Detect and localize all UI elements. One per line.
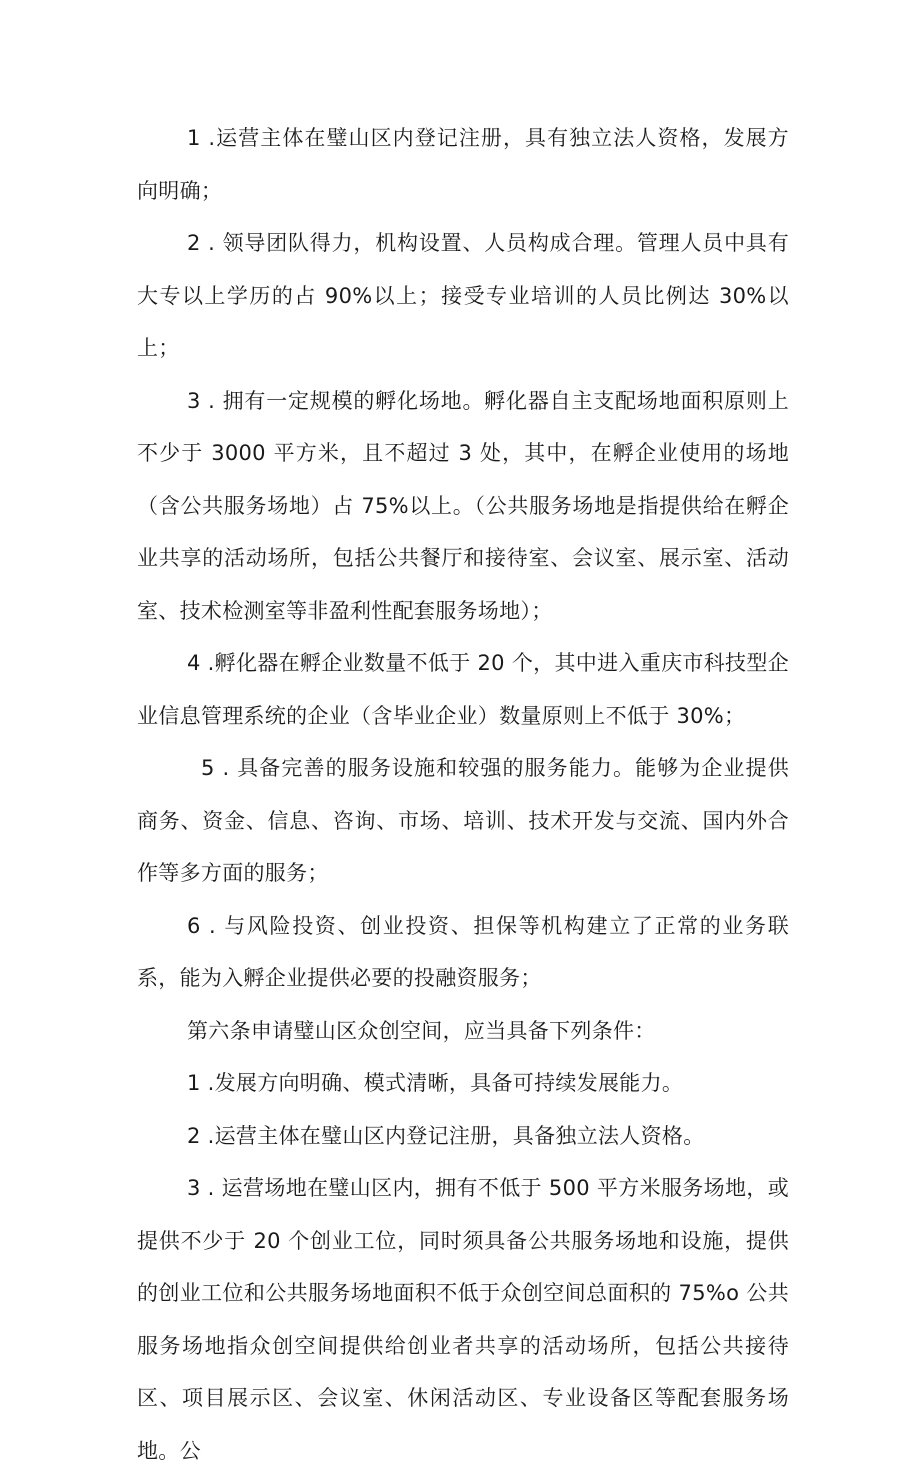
paragraph-4: 4 .孵化器在孵企业数量不低于 20 个，其中进入重庆市科技型企业信息管理系统的企业（含毕业企业）数量原则上不低于 30%； bbox=[137, 651, 789, 728]
paragraph-9: 3 . 运营场地在璧山区内，拥有不低于 500 平方米服务场地，或提供不少于 20 个创业工位，同时须具备公共服务场地和设施，提供的创业工位和公共服务场地面积不低于众创空间总面积的 75%o 公共服务场地指众创空间提供给创业者共享的活动场所，包括公共接待区、项目展示区、会议室、休闲活动区、专业设备区等配套服务场地。公 bbox=[137, 1176, 789, 1463]
paragraph-5: 5 . 具备完善的服务设施和较强的服务能力。能够为企业提供商务、资金、信息、咨询、市场、培训、技术开发与交流、国内外合作等多方面的服务； bbox=[137, 756, 789, 885]
paragraph-3: 3 . 拥有一定规模的孵化场地。孵化器自主支配场地面积原则上不少于 3000 平方米，且不超过 3 处，其中，在孵企业使用的场地（含公共服务场地）占 75%以上。（公共服务场地是指提供给在孵企业共享的活动场所，包括公共餐厅和接待室、会议室、展示室、活动室、技术检测室等非盈利性配套服务场地）； bbox=[137, 388, 789, 623]
paragraph-1: 1 .运营主体在璧山区内登记注册，具有独立法人资格，发展方向明确； bbox=[137, 126, 789, 203]
paragraph-7: 1 .发展方向明确、模式清晰，具备可持续发展能力。 bbox=[187, 1071, 684, 1095]
paragraph-2: 2 . 领导团队得力，机构设置、人员构成合理。管理人员中具有大专以上学历的占 90%以上；接受专业培训的人员比例达 30%以上； bbox=[137, 231, 789, 360]
paragraph-6: 6 . 与风险投资、创业投资、担保等机构建立了正常的业务联系，能为入孵企业提供必要的投融资服务； bbox=[137, 913, 789, 990]
document-body bbox=[137, 112, 789, 1477]
paragraph-8: 2 .运营主体在璧山区内登记注册，具备独立法人资格。 bbox=[187, 1123, 705, 1148]
article-6-heading: 第六条申请璧山区众创空间，应当具备下列条件： bbox=[187, 1018, 656, 1043]
